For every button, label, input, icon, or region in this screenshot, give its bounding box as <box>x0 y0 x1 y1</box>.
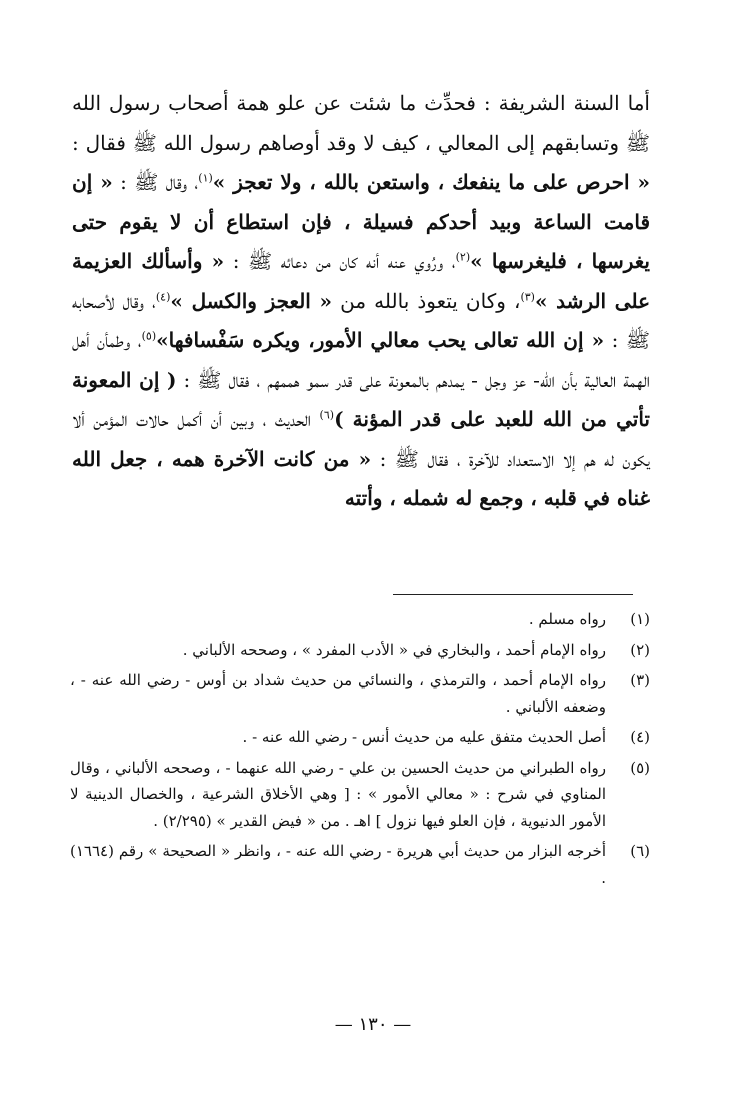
footnote-item <box>70 637 650 664</box>
footnote-text: رواه الإمام أحمد ، والترمذي ، والنسائي من حديث شداد بن أوس - رضي الله عنه - ، وضعفه الألباني . <box>70 671 606 716</box>
footnote-item <box>70 838 650 891</box>
body-text-segment: ، وقال لأصحابه ﷺ : <box>72 288 650 352</box>
body-text-segment: ، وقال ﷺ : <box>112 170 199 194</box>
hadith-quote: « إن الله تعالى يحب معالي الأمور، ويكره سَفْسافها» <box>156 328 605 352</box>
hadith-quote: « من كانت الآخرة همه ، جعل الله غناه في قلبه ، وجمع له شمله ، وأتته <box>72 446 650 510</box>
footnote-reference: (٥) <box>141 329 157 343</box>
footnote-number: (٥) <box>630 758 650 777</box>
footnote-text: أخرجه البزار من حديث أبي هريرة - رضي الله عنه - ، وانظر « الصحيحة » رقم (١٦٦٤) . <box>70 842 606 887</box>
footnote-number: (٢) <box>630 640 650 659</box>
body-text-segment: ، ورُوي عنه أنه كان من دعائه ﷺ : <box>224 249 456 273</box>
footnote-reference: (٤) <box>155 289 171 303</box>
footnotes-list <box>70 606 650 895</box>
footnote-reference: (٢) <box>455 250 471 264</box>
hadith-quote: « إن قامت الساعة وبيد أحدكم فسيلة ، فإن استطاع أن لا يقوم حتى يغرسها ، فليغرسها » <box>72 170 650 273</box>
footnote-reference: (٦) <box>319 408 335 422</box>
footnote-number: (٤) <box>630 728 650 746</box>
page-number: — ١٣٠ — <box>334 1014 412 1035</box>
footnote-item <box>70 755 650 835</box>
footnote-text: رواه الطبراني من حديث الحسين بن علي - رضي الله عنهما - ، وصححه الألباني ، وقال المناوي في شرح : « معالي الأمور » : [ وهي الأخلاق الشرعية ، والخصال الدينية لا الأمور الدنيوية ، فإن العلو فيها نزول ] اهـ . من « فيض القدير » (٢/٢٩٥) . <box>70 758 606 830</box>
footnote-number: (٦) <box>630 842 650 860</box>
footnote-reference: (٣) <box>520 289 535 303</box>
body-text-segment: الحديث ، وبين أن أكمل حالات المؤمن ألا يكون له هم إلا الاستعداد للآخرة ، فقال ﷺ : <box>72 407 651 471</box>
hadith-quote: « احرص على ما ينفعك ، واستعن بالله ، ولا تعجز » <box>212 170 650 194</box>
footnote-text: رواه الإمام أحمد ، والبخاري في « الأدب المفرد » ، وصححه الألباني . <box>182 640 606 659</box>
body-text-segment: ، وطمأن أهل الهمة العالية بأن الله- عز وجل - يمدهم بالمعونة على قدر سمو هممهم ، فقال ﷺ : <box>72 328 650 392</box>
body-text-segment: أما السنة الشريفة : فحدِّث ما شئت عن علو همة أصحاب رسول الله ﷺ وتسابقهم إلى المعالي ، كيف لا وقد أوصاهم رسول الله ﷺ فقال : <box>72 91 650 155</box>
footnote-item <box>70 667 650 720</box>
footnote-number: (١) <box>630 610 650 628</box>
footnote-text: أصل الحديث متفق عليه من حديث أنس - رضي الله عنه - . <box>242 728 606 746</box>
footnote-number: (٣) <box>630 671 650 689</box>
hadith-quote: « العجز والكسل » <box>170 288 333 313</box>
footnote-item <box>70 606 650 633</box>
hadith-quote: « وأسألك العزيمة على الرشد » <box>72 249 651 313</box>
hadith-quote: ( إن المعونة تأتي من الله للعبد على قدر المؤنة ) <box>72 367 650 431</box>
footnote-divider <box>393 594 633 595</box>
footnote-text: رواه مسلم . <box>528 610 606 628</box>
footnote-reference: (١) <box>198 171 213 185</box>
footnote-item <box>70 724 650 751</box>
main-paragraph <box>72 84 650 519</box>
body-text-segment: ، وكان يتعوذ بالله من <box>332 288 521 313</box>
